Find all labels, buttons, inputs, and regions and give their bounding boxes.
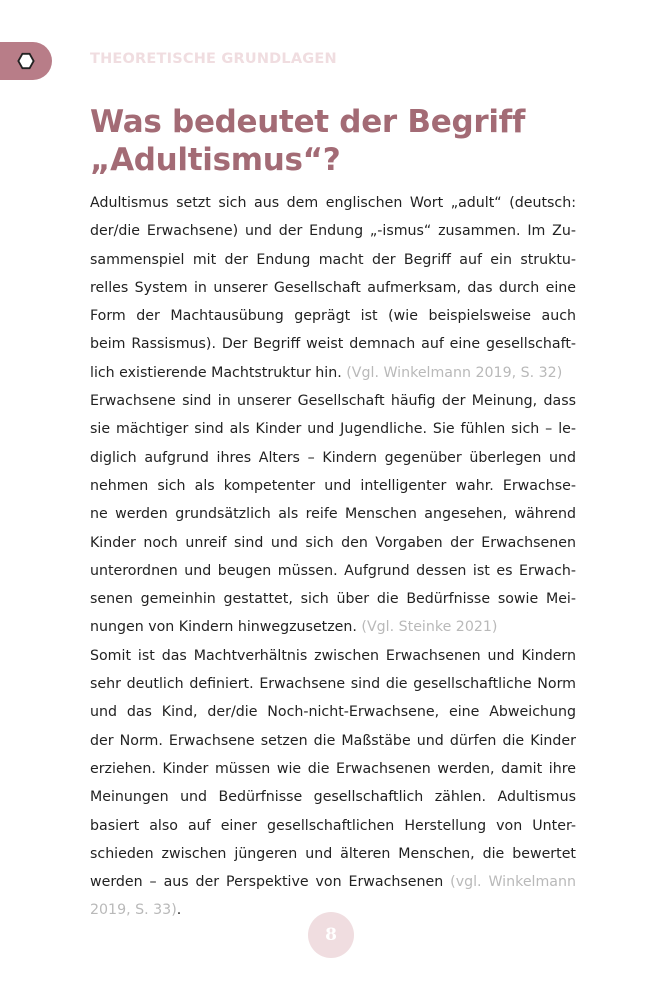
page-title [90, 103, 610, 179]
text-line: unterordnen und beugen müssen. Aufgrund dessen ist es Erwach- [90, 562, 576, 579]
text-line: sammenspiel mit der Endung macht der Begriff auf ein struktu- [90, 251, 576, 268]
text-line: Erwachsene sind in unserer Gesellschaft häufig der Meinung, dass [90, 393, 576, 410]
title-line-2: „Adultismus“? [90, 142, 341, 178]
body-text [90, 189, 576, 925]
title-line-1: Was bedeutet der Begriff [90, 104, 526, 140]
text-line: der/die Erwachsene) und der Endung „-ismus“ zusammen. Im Zu- [90, 223, 576, 240]
text-line [90, 359, 576, 387]
text-line: senen gemeinhin gestattet, sich über die Bedürfnisse sowie Mei- [90, 591, 576, 608]
text-line [90, 613, 576, 641]
section-label: THEORETISCHE GRUNDLAGEN [90, 51, 337, 67]
text-line: und das Kind, der/die Noch-nicht-Erwachsene, eine Abweichung [90, 704, 576, 721]
text-line: schieden zwischen jüngeren und älteren Menschen, die bewertet [90, 845, 576, 862]
text-line: Kinder noch unreif sind und sich den Vorgaben der Erwachsenen [90, 534, 576, 551]
citation: 2019, S. 33) [90, 902, 177, 919]
text-line: diglich aufgrund ihres Alters – Kindern gegenüber überlegen und [90, 449, 576, 466]
citation: (vgl. Winkelmann [450, 874, 576, 891]
text-line [90, 868, 576, 896]
text-line: Adultismus setzt sich aus dem englischen Wort „adult“ (deutsch: [90, 195, 576, 211]
text-segment: lich existierende Machtstruktur hin. [90, 364, 347, 381]
citation: (Vgl. Winkelmann 2019, S. 32) [346, 364, 563, 381]
text-line: nehmen sich als kompetenter und intelligenter wahr. Erwachse- [90, 477, 576, 494]
text-line: ne werden grundsätzlich als reife Menschen angesehen, während [90, 506, 576, 523]
text-line: Somit ist das Machtverhältnis zwischen Erwachsenen und Kindern [90, 647, 576, 664]
text-line: der Norm. Erwachsene setzen die Maßstäbe und dürfen die Kinder [90, 732, 576, 749]
text-line: beim Rassismus). Der Begriff weist demnach auf eine gesellschaft- [90, 336, 576, 353]
chapter-tab [0, 42, 52, 80]
text-segment: . [176, 902, 182, 919]
text-line: erziehen. Kinder müssen wie die Erwachsenen werden, damit ihre [90, 760, 576, 777]
citation: (Vgl. Steinke 2021) [361, 619, 498, 636]
page-number: 8 [308, 912, 354, 958]
text-line: sehr deutlich definiert. Erwachsene sind die gesellschaftliche Norm [90, 676, 576, 693]
text-segment: nungen von Kindern hinwegzusetzen. [90, 619, 362, 636]
text-line: Form der Machtausübung geprägt ist (wie beispielsweise auch [90, 308, 576, 325]
text-line: basiert also auf einer gesellschaftlichen Herstellung von Unter- [90, 817, 576, 834]
text-line: Meinungen und Bedürfnisse gesellschaftlich zählen. Adultismus [90, 789, 576, 806]
text-line: relles System in unserer Gesellschaft aufmerksam, das durch eine [90, 279, 576, 296]
text-segment: werden – aus der Perspektive von Erwachsenen [90, 874, 451, 891]
text-line: sie mächtiger sind als Kinder und Jugendliche. Sie fühlen sich – le- [90, 421, 576, 438]
hexagon-icon [17, 52, 35, 70]
